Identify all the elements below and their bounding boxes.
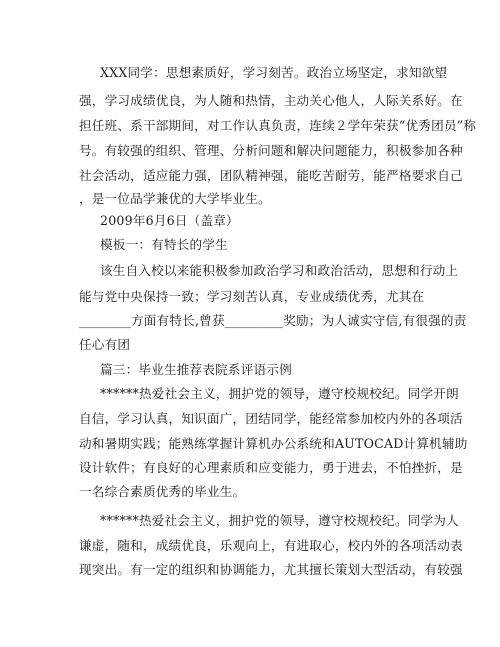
paragraph-line: ，是一位品学兼优的大学毕业生。 bbox=[79, 191, 271, 206]
section-heading: 篇三：毕业生推荐表院系评语示例 bbox=[100, 362, 292, 377]
paragraph-line: 强，学习成绩优良，为人随和热情，主动关心他人，人际关系好。在 bbox=[79, 93, 463, 108]
paragraph-line: 该生自入校以来能积极参加政治学习和政治活动，思想和行动上 bbox=[100, 263, 459, 278]
paragraph-line: 动和暑期实践；能熟练掌握计算机办公系统和AUTOCAD计算机辅助 bbox=[79, 436, 468, 451]
paragraph-line: 号。有较强的组织、管理、分析问题和解决问题能力，积极参加各种 bbox=[79, 143, 463, 158]
paragraph-line: 自信，学习认真，知识面广，团结同学，能经常参加校内外的各项活 bbox=[79, 411, 463, 426]
paragraph-line: ________方面有特长,曾获_________奖励；为人诚实守信,有很强的责 bbox=[79, 313, 467, 328]
paragraph-line: 能与党中央保持一致；学习刻苦认真，专业成绩优秀，尤其在 bbox=[79, 289, 425, 304]
paragraph-line: 任心有团 bbox=[79, 337, 131, 352]
paragraph-line: 担任班、系干部期间，对工作认真负责，连续２学年荣获“优秀团员”称 bbox=[79, 118, 477, 133]
paragraph-line: 社会活动，适应能力强，团队精神强，能吃苦耐劳，能严格要求自己 bbox=[79, 168, 463, 183]
paragraph-line: 现突出。有一定的组织和协调能力，尤其擅长策划大型活动，有较强 bbox=[79, 562, 463, 577]
paragraph-line: ******热爱社会主义，拥护党的领导，遵守校规校纪。同学为人 bbox=[100, 513, 459, 528]
paragraph-line: XXX同学：思想素质好，学习刻苦。政治立场坚定，求知欲望 bbox=[100, 65, 448, 80]
section-heading: 模板一：有特长的学生 bbox=[100, 237, 228, 252]
paragraph-line: 一名综合素质优秀的毕业生。 bbox=[79, 484, 246, 499]
paragraph-line: 设计软件；有良好的心理素质和应变能力，勇于进去，不怕挫折，是 bbox=[79, 460, 463, 475]
paragraph-line: ******热爱社会主义，拥护党的领导，遵守校规校纪。同学开朗 bbox=[100, 386, 459, 401]
paragraph-line: 谦虚，随和，成绩优良，乐观向上，有进取心，校内外的各项活动表 bbox=[79, 538, 463, 553]
date-stamp-line: 2009年6月6日（盖章） bbox=[100, 213, 239, 228]
